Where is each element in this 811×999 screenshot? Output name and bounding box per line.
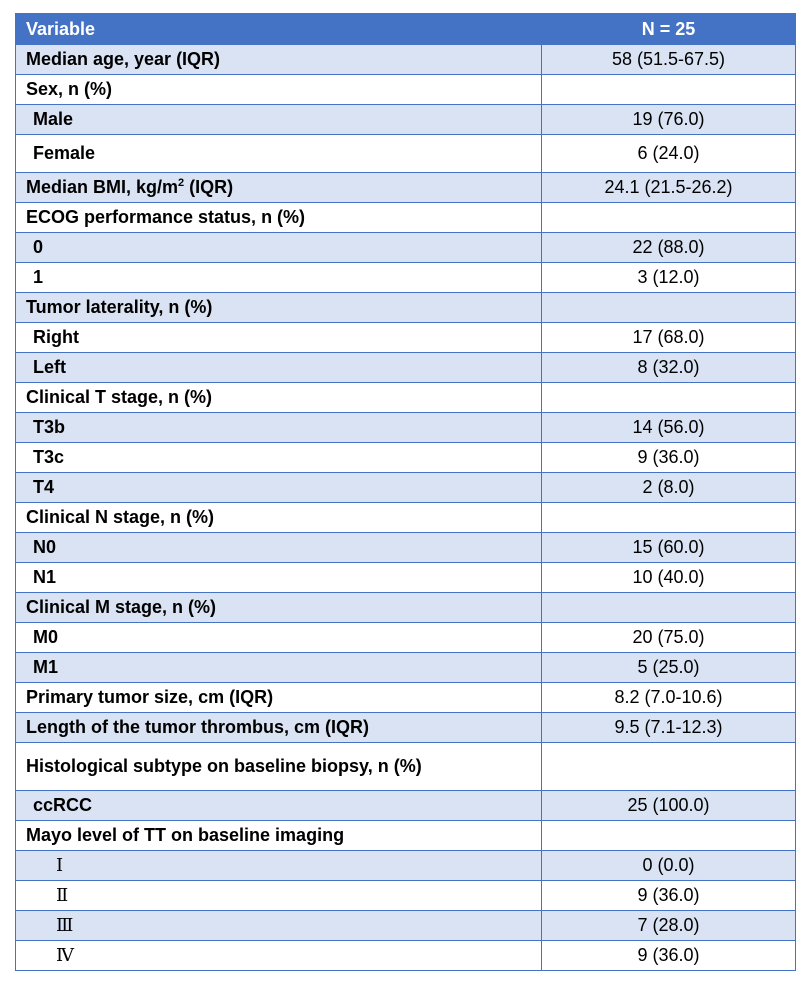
- row-value: [542, 503, 796, 533]
- table-row: [16, 75, 796, 105]
- row-value: 19 (76.0): [542, 105, 796, 135]
- table-row: [16, 653, 796, 683]
- row-value: [542, 743, 796, 791]
- table-row: [16, 563, 796, 593]
- row-label: N1: [16, 563, 542, 593]
- row-label: Left: [16, 353, 542, 383]
- table-row: [16, 323, 796, 353]
- baseline-characteristics-table: [15, 13, 796, 971]
- row-label: Histological subtype on baseline biopsy, n (%): [16, 743, 542, 791]
- table-row: [16, 45, 796, 75]
- row-label: Ⅳ: [16, 941, 542, 971]
- row-value: 15 (60.0): [542, 533, 796, 563]
- row-label: Primary tumor size, cm (IQR): [16, 683, 542, 713]
- row-label: Clinical M stage, n (%): [16, 593, 542, 623]
- row-label: Tumor laterality, n (%): [16, 293, 542, 323]
- row-label: T4: [16, 473, 542, 503]
- table-row: [16, 713, 796, 743]
- row-value: 7 (28.0): [542, 911, 796, 941]
- table-row: [16, 413, 796, 443]
- row-value: 10 (40.0): [542, 563, 796, 593]
- row-value: 9 (36.0): [542, 941, 796, 971]
- row-label: Ⅲ: [16, 911, 542, 941]
- row-value: 8.2 (7.0-10.6): [542, 683, 796, 713]
- table-row: [16, 881, 796, 911]
- row-value: [542, 593, 796, 623]
- row-label: M1: [16, 653, 542, 683]
- table-row: [16, 473, 796, 503]
- row-value: 17 (68.0): [542, 323, 796, 353]
- table-row: [16, 105, 796, 135]
- row-value: 3 (12.0): [542, 263, 796, 293]
- row-value: 6 (24.0): [542, 135, 796, 173]
- bmi-label-superscript: 2: [178, 177, 185, 189]
- row-value: 2 (8.0): [542, 473, 796, 503]
- row-label: M0: [16, 623, 542, 653]
- row-value: 20 (75.0): [542, 623, 796, 653]
- row-value: [542, 293, 796, 323]
- row-value: [542, 821, 796, 851]
- row-label: Sex, n (%): [16, 75, 542, 105]
- row-value: 22 (88.0): [542, 233, 796, 263]
- row-label-bmi: [16, 173, 542, 203]
- table-row: [16, 791, 796, 821]
- row-value: [542, 383, 796, 413]
- table-row: [16, 203, 796, 233]
- row-value: 8 (32.0): [542, 353, 796, 383]
- table-row: [16, 503, 796, 533]
- table-row: [16, 941, 796, 971]
- table-row: [16, 383, 796, 413]
- row-value: 14 (56.0): [542, 413, 796, 443]
- row-value: 5 (25.0): [542, 653, 796, 683]
- table-row: [16, 233, 796, 263]
- row-value: 24.1 (21.5-26.2): [542, 173, 796, 203]
- table-row: [16, 743, 796, 791]
- row-label: Length of the tumor thrombus, cm (IQR): [16, 713, 542, 743]
- header-variable: Variable: [16, 14, 542, 45]
- table-row: [16, 683, 796, 713]
- table-row: [16, 593, 796, 623]
- row-label: T3c: [16, 443, 542, 473]
- row-value: 25 (100.0): [542, 791, 796, 821]
- row-label: Ⅱ: [16, 881, 542, 911]
- table-row: [16, 911, 796, 941]
- row-label: N0: [16, 533, 542, 563]
- row-label: T3b: [16, 413, 542, 443]
- table-row: [16, 173, 796, 203]
- row-label: Median age, year (IQR): [16, 45, 542, 75]
- row-value: 0 (0.0): [542, 851, 796, 881]
- header-n: N = 25: [542, 14, 796, 45]
- row-label: Right: [16, 323, 542, 353]
- row-label: Female: [16, 135, 542, 173]
- row-value: 58 (51.5-67.5): [542, 45, 796, 75]
- row-label: Mayo level of TT on baseline imaging: [16, 821, 542, 851]
- row-label: Male: [16, 105, 542, 135]
- row-label: Ⅰ: [16, 851, 542, 881]
- row-label: 1: [16, 263, 542, 293]
- row-label: ccRCC: [16, 791, 542, 821]
- table-row: [16, 623, 796, 653]
- table-row: [16, 293, 796, 323]
- table-row: [16, 533, 796, 563]
- row-value: [542, 75, 796, 105]
- row-label: Clinical T stage, n (%): [16, 383, 542, 413]
- row-value: 9 (36.0): [542, 881, 796, 911]
- table-row: [16, 821, 796, 851]
- row-value: [542, 203, 796, 233]
- table-header-row: [16, 14, 796, 45]
- table-row: [16, 135, 796, 173]
- row-value: 9 (36.0): [542, 443, 796, 473]
- table-row: [16, 263, 796, 293]
- row-value: 9.5 (7.1-12.3): [542, 713, 796, 743]
- row-label: Clinical N stage, n (%): [16, 503, 542, 533]
- table-row: [16, 851, 796, 881]
- table-row: [16, 443, 796, 473]
- table-row: [16, 353, 796, 383]
- bmi-label-prefix: Median BMI, kg/m: [26, 177, 179, 197]
- row-label: 0: [16, 233, 542, 263]
- bmi-label-suffix: (IQR): [184, 177, 234, 197]
- row-label: ECOG performance status, n (%): [16, 203, 542, 233]
